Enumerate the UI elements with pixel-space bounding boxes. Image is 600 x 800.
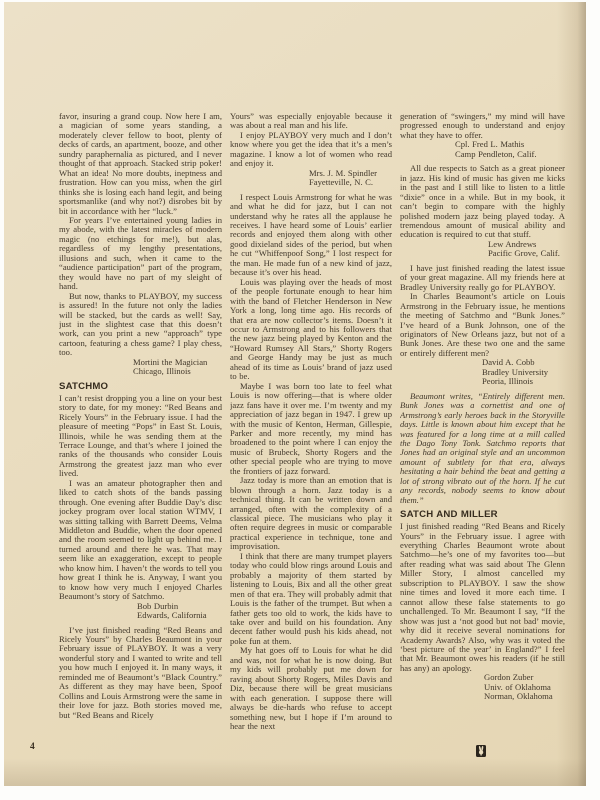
editor-reply-paragraph: Beaumont writes, “Entirely different men. Bunk Jones was a cornettist and one of Armstrong’s early heroes back in the Storyville days. Little is known about him except that he was featured for a long time at a mill called the Dago Tony Tonk. Satchmo reports that Jones had an original style and an uncommon amount of subtlety for that era, always hesitating a hair behind the beat and getting a lot of strong vibrato out of the horn. If he cut any records, nobody seems to know about them.”	[400, 390, 565, 505]
paragraph: I enjoy PLAYBOY very much and I don’t know where you get the idea that it’s a men’s magazine. I know a lot of women who read and enjoy it.	[230, 129, 392, 169]
letter-spindler-begin	[59, 626, 222, 721]
signature-location: Edwards, California	[137, 610, 207, 621]
letter-spindler-end	[230, 112, 392, 188]
paragraph: My hat goes off to Louis for what he did and was, not for what he is now doing. But my kids will probably put me down for raving about Shorty Rogers, Miles Davis and Diz, because there will be great musicians with each generation. I suppose there will always be die-hards who refuse to accept something new, but I hope if I’m around to hear the next	[230, 645, 392, 731]
paragraph: Yours” was especially enjoyable because it was about a real man and his life.	[230, 112, 392, 131]
letter-signature	[400, 358, 565, 386]
editor-reply	[400, 392, 565, 505]
signature-name: Mrs. J. M. Spindler	[309, 167, 378, 178]
section-heading-satch-and-miller: SATCH AND MILLER	[400, 509, 498, 521]
paragraph: generation of “swingers,” my mind will have progressed enough to understand and enjoy what they have to offer.	[400, 112, 565, 140]
signature-location: Peoria, Illinois	[482, 376, 534, 387]
signature-name: Mortini the Magician	[133, 356, 208, 367]
letter-signature	[59, 358, 222, 377]
letter-signature	[400, 673, 565, 701]
paragraph: But now, thanks to PLAYBOY, my success is assured! In the future not only the ladies will be stacked, but the cards as well! Say, just in the slightest case that this doesn’t work, can you print a new “approach” type cartoon, featuring a chess game? I play chess, too.	[59, 290, 222, 358]
paragraph: I have just finished reading the latest issue of your great magazine. All my friends here at Bradley University really go for PLAYBOY.	[400, 262, 565, 292]
page-paper	[4, 2, 586, 786]
paragraph: I was an amateur photographer then and liked to catch shots of the bands passing through. One evening after Buddie Day’s disc jockey program over local station WTMV, I was sitting talking with Barrett Deems, Velma Middleton and Buddie, when the door opened and the room seemed to light up behind me. I turned around and there he was. That may seem like an exaggeration, except to people who know him. I haven’t the words to tell you how great I think he is. Anyway, I want you to know how very much I enjoyed Charles Beaumont’s story of Satchmo.	[59, 477, 222, 602]
paragraph: In Charles Beaumont’s article on Louis Armstrong in the February issue, he mentions the meeting of Satchmo and “Bunk Jones.” I’ve heard of a Bunk Johnson, one of the originators of New Orleans jazz, but not of a Bunk Jones. Are these two one and the same or entirely different men?	[400, 291, 565, 358]
signature-affiliation: Bradley University	[482, 366, 549, 377]
paragraph: I just finished reading “Red Beans and Ricely Yours” in the February issue. I agree with everything Charles Beaumont wrote about Satchmo—he’s one of my favorites too—but after reading what was said about The Glenn Miller Story, I almost cancelled my subscription to PLAYBOY. I saw the show nine times and loved it more each time. I cannot allow these false statements to go unchallenged. To Mr. Beaumont I say, “If the show was just a ‘not good but not bad’ movie, why did it receive several nominations for Academy Awards? Also, why was it voted the ‘best picture of the year’ in England?” I feel that Mr. Beaumont owes his readers (if he still has any) an apology.	[400, 521, 565, 673]
paragraph: I think that there are many trumpet players today who could blow rings around Louis and probably a majority of them started by listening to Louis, Bix and all the other great men of that era. They will probably admit that Louis is the father of the trumpet. But when a father gets too old to work, the kids have to take over and build on his foundation. Any decent father would push his kids ahead, not poke fun at them.	[230, 550, 392, 646]
letter-david-cobb	[400, 264, 565, 387]
letter-strip-poker	[59, 112, 222, 377]
signature-location: Fayetteville, N. C.	[309, 177, 374, 188]
section-heading-satchmo: SATCHMO	[59, 380, 109, 392]
paragraph: Jazz today is more than an emotion that is blown through a horn. Jazz today is a technical thing. It can be written down and arranged, often with the complexity of a classical piece. The musicians who play it often require degrees in music or comparable practical experience in technique, tone and improvisation.	[230, 475, 392, 552]
signature-name: Bob Durbin	[137, 600, 179, 611]
paragraph: I can’t resist dropping you a line on your best story to date, for my money: “Red Beans and Ricely Yours” in the February issue. I had the pleasure of meeting “Pops” in East St. Louis, Illinois, while he was sending them at the Terrace Lounge, and that’s where I joined the ranks of the thousands who consider Louis Armstrong the greatest jazz man who ever lived.	[59, 392, 222, 479]
column-2	[230, 112, 392, 767]
signature-location: Pacific Grove, Calif.	[488, 248, 560, 259]
letter-signature	[400, 240, 565, 259]
letter-bob-durbin	[59, 394, 222, 621]
letter-signature	[230, 169, 392, 188]
signature-affiliation: Univ. of Oklahoma	[484, 681, 551, 692]
paragraph: For years I’ve entertained young ladies in my abode, with the latest miracles of modern magic (no etchings for me!), but alas, regardless of my lengthy presentations, illusions and such, when it came to the “audience participation” part of the program, they would have no part of my sleight of hand.	[59, 214, 222, 292]
letter-gordon-zuber	[400, 522, 565, 702]
signature-location: Chicago, Illinois	[133, 366, 191, 377]
signature-location: Norman, Oklahoma	[484, 691, 553, 702]
playboy-rabbit-icon	[476, 745, 486, 757]
letter-mathis-end	[400, 112, 565, 159]
paragraph: I respect Louis Armstrong for what he was and what he did for jazz, but I can not understand why he rates all the applause he receives. I have heard some of Louis’ earlier records and enjoyed them along with other good dixieland sides of the period, but when he cut “Whiffenpoof Song,” I lost respect for the man. He made fun of a new kind of jazz, because it’s over his head.	[230, 191, 392, 278]
signature-name: Lew Andrews	[488, 238, 537, 249]
signature-name: David A. Cobb	[482, 357, 535, 368]
paragraph: Louis was playing over the heads of most of the people fortunate enough to hear him with the band of Fletcher Henderson in New York a long, long time ago. His records of that era are now collector’s items. Doesn’t it occur to Armstrong and to his followers that the new jazz being played by Kenton and the “Howard Rumsey All Stars,” Shorty Rogers and George Handy may be just as much ahead of its time as Louis’ brand of jazz used to be.	[230, 276, 392, 382]
paragraph: Maybe I was born too late to feel what Louis is now offering—that is where older jazz fans have it over me. I’m twenty and my appreciation of jazz began in 1947. I grew up with the music of Kenton, Herman, Gillespie, Parker and more recently, my mind has broadened to the point where I can enjoy the music of Brubeck, Shorty Rogers and the other special people who are trying to move the frontiers of jazz forward.	[230, 380, 392, 476]
paragraph: I’ve just finished reading “Red Beans and Ricely Yours” by Charles Beaumont in your February issue of PLAYBOY. It was a very wonderful story and I wanted to write and tell you how much I enjoyed it. In many ways, it reminded me of Beaumont’s “Black Country.” As different as they may have been, Spoof Collins and Louis Armstrong were the same in their love for jazz. Both stories moved me, but “Red Beans and Ricely	[59, 624, 222, 720]
letter-lew-andrews	[400, 164, 565, 259]
paragraph: favor, insuring a grand coup. Now here I am, a magician of some years standing, a moderately clever fellow to boot, plenty of decks of cards, an apartment, booze, and other sundry paraphernalia as pictured, and I never thought of that approach. Stacked strip poker! What an idea! No more doubts, ineptness and frustration. How can you miss, when the girl thinks she is losing each hand legit, and being sportsmanlike (and why not?) disrobes bit by bit in accordance with her “luck.”	[59, 112, 222, 216]
signature-location: Camp Pendleton, Calif.	[455, 148, 537, 159]
column-1	[59, 112, 222, 767]
letter-signature	[400, 140, 565, 159]
page-number: 4	[30, 742, 35, 752]
signature-name: Gordon Zuber	[484, 672, 534, 683]
column-3	[400, 112, 565, 767]
paragraph: All due respects to Satch as a great pioneer in jazz. His kind of music has given me kicks in the past and I still like to listen to a little “dixie” once in a while. But in my book, it can’t begin to compare with the highly polished modern jazz being played today. A tremendous amount of musical ability and education is required to cut that stuff.	[400, 163, 565, 240]
letter-signature	[59, 602, 222, 621]
signature-name: Cpl. Fred L. Mathis	[455, 139, 525, 150]
letter-new-jazz	[230, 193, 392, 732]
letters-columns	[59, 112, 565, 767]
